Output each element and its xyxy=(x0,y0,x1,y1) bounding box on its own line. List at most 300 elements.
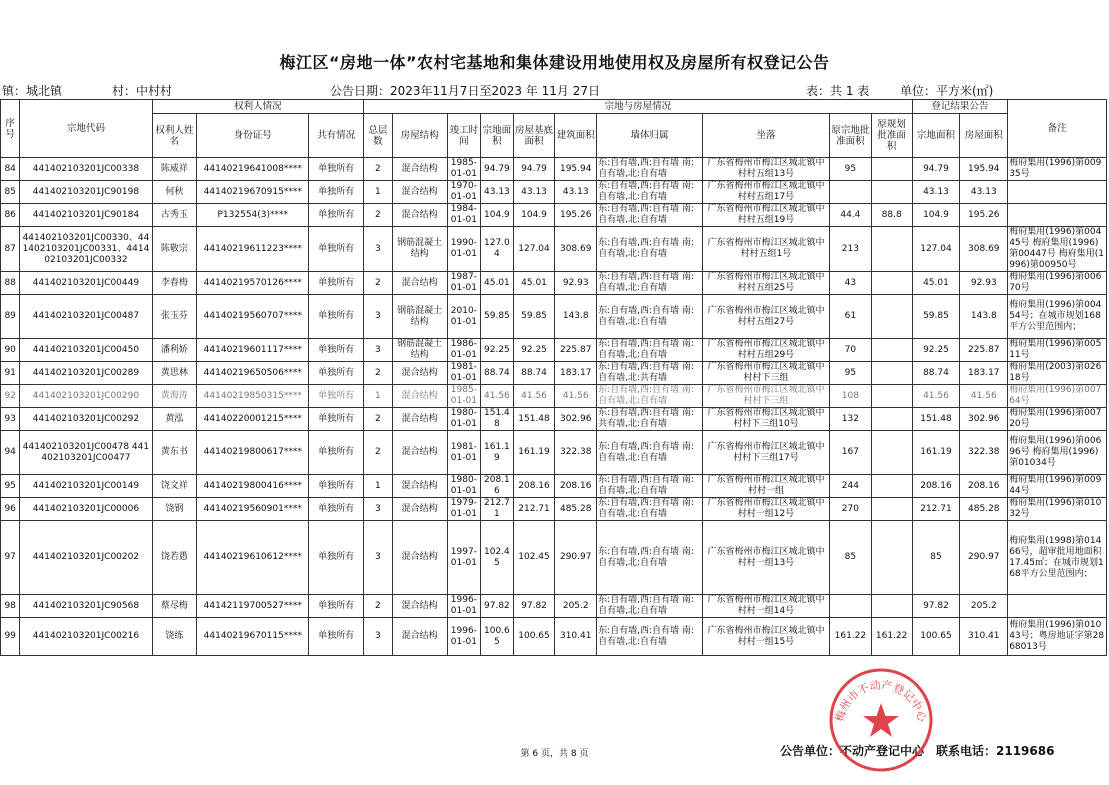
cell-seq: 91 xyxy=(1,362,20,385)
cell-location: 广东省梅州市梅江区城北镇中村村五组27号 xyxy=(702,295,829,339)
cell-share-type: 单独所有 xyxy=(309,158,364,181)
cell-floors: 2 xyxy=(364,362,392,385)
cell-location: 广东省梅州市梅江区城北镇中村村下三组17号 xyxy=(702,431,829,475)
cell-location: 广东省梅州市梅江区城北镇中村村五组19号 xyxy=(702,204,829,227)
cell-seq: 85 xyxy=(1,181,20,204)
cell-id-number: 44140219850315**** xyxy=(197,385,309,408)
cell-owner-name: 陈威祥 xyxy=(152,158,197,181)
cell-result-house-area: 143.8 xyxy=(960,295,1008,339)
cell-complete-date: 1970-01-01 xyxy=(447,181,481,204)
cell-seq: 95 xyxy=(1,475,20,498)
cell-result-house-area: 290.97 xyxy=(960,521,1008,595)
cell-location: 广东省梅州市梅江区城北镇中村村一组12号 xyxy=(702,498,829,521)
cell-share-type: 单独所有 xyxy=(309,339,364,362)
cell-result-land-area: 92.25 xyxy=(912,339,960,362)
cell-build-area: 322.38 xyxy=(555,431,597,475)
header-seq: 序号 xyxy=(1,100,20,158)
cell-result-house-area: 195.26 xyxy=(960,204,1008,227)
cell-remark: 梅府集用(1996)第00445号 梅府集用(1996)第00447号 梅府集用(1996)第00950号 xyxy=(1008,227,1107,272)
cell-floors: 3 xyxy=(364,618,392,656)
cell-wall-ownership: 东:自有墙,西:自有墙 南:自有墙,北:自有墙 xyxy=(597,618,703,656)
official-stamp xyxy=(826,665,936,775)
cell-orig-area: 95 xyxy=(830,362,872,385)
cell-seq: 97 xyxy=(1,521,20,595)
cell-complete-date: 2010-01-01 xyxy=(447,295,481,339)
svg-text:梅州市不动产登记中心: 梅州市不动产登记中心 xyxy=(833,678,929,724)
cell-code: 441402103201JC00450 xyxy=(20,339,152,362)
header-floors: 总层数 xyxy=(364,114,392,158)
cell-id-number: 44140219641008**** xyxy=(197,158,309,181)
table-row xyxy=(1,204,1107,227)
cell-owner-name: 饶钢 xyxy=(152,498,197,521)
table-row xyxy=(1,158,1107,181)
cell-seq: 84 xyxy=(1,158,20,181)
cell-share-type: 单独所有 xyxy=(309,618,364,656)
cell-plan-area xyxy=(871,521,912,595)
table-row xyxy=(1,408,1107,431)
cell-structure: 混合结构 xyxy=(392,272,447,295)
cell-code: 441402103201JC00487 xyxy=(20,295,152,339)
cell-result-house-area: 310.41 xyxy=(960,618,1008,656)
cell-id-number: 44140219670915**** xyxy=(197,181,309,204)
cell-plan-area xyxy=(871,339,912,362)
cell-wall-ownership: 东:自有墙,西:自有墙 南:自有墙,北:自有墙 xyxy=(597,204,703,227)
cell-share-type: 单独所有 xyxy=(309,475,364,498)
cell-wall-ownership: 东:自有墙,西:自有墙 南:自有墙,北:自有墙 xyxy=(597,498,703,521)
cell-structure: 混合结构 xyxy=(392,204,447,227)
cell-complete-date: 1996-01-01 xyxy=(447,618,481,656)
cell-id-number: 44140219650506**** xyxy=(197,362,309,385)
cell-base-area: 100.65 xyxy=(513,618,555,656)
cell-base-area: 92.25 xyxy=(513,339,555,362)
table-row xyxy=(1,295,1107,339)
header-plan-area: 原规划批准面积 xyxy=(871,114,912,158)
cell-land-area: 59.85 xyxy=(481,295,514,339)
table-row xyxy=(1,475,1107,498)
header-location: 坐落 xyxy=(702,114,829,158)
cell-build-area: 302.96 xyxy=(555,408,597,431)
cell-build-area: 143.8 xyxy=(555,295,597,339)
cell-base-area: 212.71 xyxy=(513,498,555,521)
cell-land-area: 102.45 xyxy=(481,521,514,595)
cell-structure: 钢筋混凝土结构 xyxy=(392,295,447,339)
issuing-unit: 公告单位：不动产登记中心 联系电话：2119686 xyxy=(780,744,1055,758)
cell-result-land-area: 127.04 xyxy=(912,227,960,272)
cell-complete-date: 1985-01-01 xyxy=(447,385,481,408)
cell-land-area: 41.56 xyxy=(481,385,514,408)
cell-id-number: 44140219560707**** xyxy=(197,295,309,339)
cell-land-area: 100.65 xyxy=(481,618,514,656)
cell-wall-ownership: 东:自有墙,西:自有墙 南:自有墙,北:自有墙 xyxy=(597,181,703,204)
cell-result-house-area: 225.87 xyxy=(960,339,1008,362)
cell-result-house-area: 41.56 xyxy=(960,385,1008,408)
cell-floors: 2 xyxy=(364,204,392,227)
cell-land-area: 127.04 xyxy=(481,227,514,272)
cell-result-land-area: 104.9 xyxy=(912,204,960,227)
cell-location: 广东省梅州市梅江区城北镇中村村五组1号 xyxy=(702,227,829,272)
cell-plan-area xyxy=(871,385,912,408)
cell-floors: 1 xyxy=(364,475,392,498)
header-share: 共有情况 xyxy=(309,114,364,158)
cell-land-area: 97.82 xyxy=(481,595,514,618)
cell-result-house-area: 43.13 xyxy=(960,181,1008,204)
table-row xyxy=(1,362,1107,385)
cell-share-type: 单独所有 xyxy=(309,521,364,595)
cell-structure: 混合结构 xyxy=(392,385,447,408)
cell-complete-date: 1981-01-01 xyxy=(447,362,481,385)
cell-structure: 混合结构 xyxy=(392,408,447,431)
cell-base-area: 151.48 xyxy=(513,408,555,431)
cell-base-area: 59.85 xyxy=(513,295,555,339)
cell-result-land-area: 88.74 xyxy=(912,362,960,385)
cell-code: 441402103201JC00290 xyxy=(20,385,152,408)
cell-complete-date: 1996-01-01 xyxy=(447,595,481,618)
cell-build-area: 485.28 xyxy=(555,498,597,521)
cell-structure: 钢筋混凝土结构 xyxy=(392,227,447,272)
table-row xyxy=(1,385,1107,408)
cell-remark: 梅府集用(1996)第00944号 xyxy=(1008,475,1107,498)
cell-result-land-area: 94.79 xyxy=(912,158,960,181)
cell-orig-area: 61 xyxy=(830,295,872,339)
cell-share-type: 单独所有 xyxy=(309,385,364,408)
cell-build-area: 308.69 xyxy=(555,227,597,272)
cell-plan-area xyxy=(871,595,912,618)
cell-seq: 88 xyxy=(1,272,20,295)
cell-complete-date: 1997-01-01 xyxy=(447,521,481,595)
cell-code: 441402103201JC00478 441402103201JC00477 xyxy=(20,431,152,475)
cell-owner-name: 黄思林 xyxy=(152,362,197,385)
cell-id-number: 44140220001215**** xyxy=(197,408,309,431)
cell-land-area: 151.48 xyxy=(481,408,514,431)
cell-id-number: 44142119700527**** xyxy=(197,595,309,618)
cell-code: 441402103201JC00006 xyxy=(20,498,152,521)
cell-remark: 梅府集用(1996)第01043号；粤房地证字第2868013号 xyxy=(1008,618,1107,656)
cell-complete-date: 1985-01-01 xyxy=(447,158,481,181)
cell-wall-ownership: 东:自有墙,西:自有墙 南:共有墙,北:自有墙 xyxy=(597,408,703,431)
header-owner-group: 权利人情况 xyxy=(152,100,364,114)
page-title: 梅江区“房地一体”农村宅基地和集体建设用地使用权及房屋所有权登记公告 xyxy=(279,53,830,72)
cell-land-area: 88.74 xyxy=(481,362,514,385)
cell-structure: 混合结构 xyxy=(392,595,447,618)
cell-owner-name: 黄东书 xyxy=(152,431,197,475)
cell-seq: 96 xyxy=(1,498,20,521)
cell-complete-date: 1987-01-01 xyxy=(447,272,481,295)
cell-plan-area xyxy=(871,431,912,475)
cell-id-number: 44140219611223**** xyxy=(197,227,309,272)
cell-remark: 梅府集用(2003)第02618号 xyxy=(1008,362,1107,385)
table-row xyxy=(1,595,1107,618)
cell-build-area: 183.17 xyxy=(555,362,597,385)
cell-complete-date: 1980-01-01 xyxy=(447,408,481,431)
cell-orig-area: 44.4 xyxy=(830,204,872,227)
cell-complete-date: 1981-01-01 xyxy=(447,431,481,475)
cell-structure: 混合结构 xyxy=(392,475,447,498)
cell-result-house-area: 195.94 xyxy=(960,158,1008,181)
cell-plan-area xyxy=(871,227,912,272)
cell-structure: 混合结构 xyxy=(392,431,447,475)
cell-build-area: 208.16 xyxy=(555,475,597,498)
header-complete: 竣工时间 xyxy=(447,114,481,158)
cell-owner-name: 古秀玉 xyxy=(152,204,197,227)
cell-location: 广东省梅州市梅江区城北镇中村村下三组10号 xyxy=(702,408,829,431)
cell-share-type: 单独所有 xyxy=(309,204,364,227)
cell-wall-ownership: 东:自有墙,西:自有墙 南:自有墙,北:自有墙 xyxy=(597,272,703,295)
table-count: 表：共 1 表 xyxy=(806,84,870,98)
cell-wall-ownership: 东:自有墙,西:自有墙 南:自有墙,北:自有墙 xyxy=(597,595,703,618)
cell-floors: 1 xyxy=(364,181,392,204)
cell-code: 441402103201JC00216 xyxy=(20,618,152,656)
cell-remark xyxy=(1008,204,1107,227)
cell-location: 广东省梅州市梅江区城北镇中村村一组 xyxy=(702,475,829,498)
cell-remark xyxy=(1008,595,1107,618)
cell-floors: 1 xyxy=(364,385,392,408)
cell-code: 441402103201JC00202 xyxy=(20,521,152,595)
cell-location: 广东省梅州市梅江区城北镇中村村五组25号 xyxy=(702,272,829,295)
cell-remark: 梅府集用(1996)第00696号 梅府集用(1996)第01034号 xyxy=(1008,431,1107,475)
cell-land-area: 161.19 xyxy=(481,431,514,475)
cell-floors: 3 xyxy=(364,295,392,339)
cell-owner-name: 李春梅 xyxy=(152,272,197,295)
cell-structure: 混合结构 xyxy=(392,158,447,181)
cell-structure: 混合结构 xyxy=(392,521,447,595)
cell-share-type: 单独所有 xyxy=(309,227,364,272)
header-id: 身份证号 xyxy=(197,114,309,158)
cell-wall-ownership: 东:自有墙,西:自有墙 南:自有墙,北:自有墙 xyxy=(597,475,703,498)
cell-orig-area: 244 xyxy=(830,475,872,498)
cell-location: 广东省梅州市梅江区城北镇中村村一组13号 xyxy=(702,521,829,595)
cell-result-house-area: 92.93 xyxy=(960,272,1008,295)
cell-base-area: 127.04 xyxy=(513,227,555,272)
header-build-area: 建筑面积 xyxy=(555,114,597,158)
cell-result-land-area: 212.71 xyxy=(912,498,960,521)
cell-result-land-area: 43.13 xyxy=(912,181,960,204)
cell-orig-area: 70 xyxy=(830,339,872,362)
cell-share-type: 单独所有 xyxy=(309,181,364,204)
cell-remark: 梅府集用(1996)第01032号 xyxy=(1008,498,1107,521)
header-remark: 备注 xyxy=(1008,100,1107,158)
cell-base-area: 94.79 xyxy=(513,158,555,181)
cell-floors: 2 xyxy=(364,431,392,475)
header-wall: 墙体归属 xyxy=(597,114,703,158)
cell-remark: 梅府集用(1996)第00454号；在城市规划168平方公里范围内； xyxy=(1008,295,1107,339)
cell-share-type: 单独所有 xyxy=(309,362,364,385)
cell-floors: 2 xyxy=(364,595,392,618)
cell-orig-area: 161.22 xyxy=(830,618,872,656)
cell-result-house-area: 322.38 xyxy=(960,431,1008,475)
cell-result-land-area: 45.01 xyxy=(912,272,960,295)
cell-id-number: 44140219570126**** xyxy=(197,272,309,295)
cell-owner-name: 黄海涛 xyxy=(152,385,197,408)
cell-location: 广东省梅州市梅江区城北镇中村村五组13号 xyxy=(702,158,829,181)
cell-build-area: 290.97 xyxy=(555,521,597,595)
cell-result-house-area: 208.16 xyxy=(960,475,1008,498)
cell-seq: 86 xyxy=(1,204,20,227)
cell-structure: 混合结构 xyxy=(392,618,447,656)
cell-base-area: 45.01 xyxy=(513,272,555,295)
table-row xyxy=(1,431,1107,475)
cell-share-type: 单独所有 xyxy=(309,595,364,618)
cell-share-type: 单独所有 xyxy=(309,498,364,521)
cell-base-area: 43.13 xyxy=(513,181,555,204)
cell-orig-area: 108 xyxy=(830,385,872,408)
cell-orig-area: 270 xyxy=(830,498,872,521)
cell-plan-area xyxy=(871,408,912,431)
cell-wall-ownership: 东:自有墙,西:自有墙 南:自有墙,北:自有墙 xyxy=(597,521,703,595)
cell-result-land-area: 97.82 xyxy=(912,595,960,618)
cell-plan-area xyxy=(871,158,912,181)
cell-base-area: 161.19 xyxy=(513,431,555,475)
cell-complete-date: 1984-01-01 xyxy=(447,204,481,227)
header-land-area: 宗地面积 xyxy=(481,114,514,158)
table-row xyxy=(1,272,1107,295)
cell-build-area: 205.2 xyxy=(555,595,597,618)
cell-floors: 2 xyxy=(364,408,392,431)
cell-complete-date: 1990-01-01 xyxy=(447,227,481,272)
table-row xyxy=(1,339,1107,362)
cell-id-number: 44140219610612**** xyxy=(197,521,309,595)
cell-orig-area xyxy=(830,181,872,204)
cell-orig-area: 213 xyxy=(830,227,872,272)
header-orig-area: 原宗地批准面积 xyxy=(830,114,872,158)
cell-land-area: 104.9 xyxy=(481,204,514,227)
cell-land-area: 43.13 xyxy=(481,181,514,204)
cell-structure: 混合结构 xyxy=(392,181,447,204)
cell-remark: 梅府集用(1996)第00764号 xyxy=(1008,385,1107,408)
cell-orig-area: 85 xyxy=(830,521,872,595)
cell-remark: 梅府集用(1996)第00720号 xyxy=(1008,408,1107,431)
cell-id-number: 44140219560901**** xyxy=(197,498,309,521)
meta-bar xyxy=(0,82,1109,98)
cell-code: 441402103201JC00289 xyxy=(20,362,152,385)
cell-floors: 3 xyxy=(364,498,392,521)
table-row xyxy=(1,498,1107,521)
header-code: 宗地代码 xyxy=(20,100,152,158)
cell-share-type: 单独所有 xyxy=(309,431,364,475)
cell-land-area: 45.01 xyxy=(481,272,514,295)
cell-result-land-area: 41.56 xyxy=(912,385,960,408)
cell-code: 441402103201JC90568 xyxy=(20,595,152,618)
cell-floors: 3 xyxy=(364,521,392,595)
header-result-group: 登记结果公告 xyxy=(912,100,1008,114)
cell-orig-area: 167 xyxy=(830,431,872,475)
header-base-area: 房屋基底面积 xyxy=(513,114,555,158)
cell-build-area: 310.41 xyxy=(555,618,597,656)
cell-floors: 3 xyxy=(364,227,392,272)
cell-wall-ownership: 东:自有墙,西:自有墙 南:自有墙,北:自有墙 xyxy=(597,385,703,408)
cell-code: 441402103201JC00149 xyxy=(20,475,152,498)
table-row xyxy=(1,521,1107,595)
cell-remark: 梅府集用(1996)第00511号 xyxy=(1008,339,1107,362)
cell-id-number: 44140219800617**** xyxy=(197,431,309,475)
cell-seq: 89 xyxy=(1,295,20,339)
cell-owner-name: 黄泓 xyxy=(152,408,197,431)
cell-seq: 98 xyxy=(1,595,20,618)
cell-wall-ownership: 东:自有墙,西:自有墙 南:自有墙,北:自有墙 xyxy=(597,227,703,272)
cell-result-land-area: 161.19 xyxy=(912,431,960,475)
cell-orig-area: 132 xyxy=(830,408,872,431)
cell-code: 441402103201JC00292 xyxy=(20,408,152,431)
cell-base-area: 41.56 xyxy=(513,385,555,408)
cell-floors: 3 xyxy=(364,339,392,362)
table-row xyxy=(1,181,1107,204)
cell-plan-area xyxy=(871,362,912,385)
header-name: 权利人姓名 xyxy=(152,114,197,158)
table-row xyxy=(1,618,1107,656)
cell-remark: 梅府集用(1998)第01466号，超审批用地面积17.45㎡；在城市规划168平方公里范围内； xyxy=(1008,521,1107,595)
cell-share-type: 单独所有 xyxy=(309,408,364,431)
cell-location: 广东省梅州市梅江区城北镇中村村下三组 xyxy=(702,385,829,408)
cell-seq: 90 xyxy=(1,339,20,362)
registration-table xyxy=(0,99,1107,656)
cell-share-type: 单独所有 xyxy=(309,295,364,339)
cell-wall-ownership: 东:自有墙,西:自有墙 南:自有墙,北:自有墙 xyxy=(597,339,703,362)
cell-id-number: 44140219601117**** xyxy=(197,339,309,362)
cell-complete-date: 1980-01-01 xyxy=(447,475,481,498)
cell-build-area: 92.93 xyxy=(555,272,597,295)
cell-land-area: 94.79 xyxy=(481,158,514,181)
cell-code: 441402103201JC90198 xyxy=(20,181,152,204)
cell-result-house-area: 308.69 xyxy=(960,227,1008,272)
cell-result-land-area: 208.16 xyxy=(912,475,960,498)
cell-build-area: 43.13 xyxy=(555,181,597,204)
cell-location: 广东省梅州市梅江区城北镇中村村五组29号 xyxy=(702,339,829,362)
cell-result-land-area: 151.48 xyxy=(912,408,960,431)
cell-seq: 93 xyxy=(1,408,20,431)
cell-plan-area xyxy=(871,295,912,339)
cell-id-number: P132554(3)**** xyxy=(197,204,309,227)
village-label: 村：中村村 xyxy=(112,84,173,98)
cell-result-house-area: 205.2 xyxy=(960,595,1008,618)
cell-code: 441402103201JC90184 xyxy=(20,204,152,227)
cell-plan-area xyxy=(871,498,912,521)
cell-plan-area: 161.22 xyxy=(871,618,912,656)
cell-base-area: 208.16 xyxy=(513,475,555,498)
cell-result-land-area: 85 xyxy=(912,521,960,595)
cell-land-area: 212.71 xyxy=(481,498,514,521)
cell-orig-area: 95 xyxy=(830,158,872,181)
cell-base-area: 88.74 xyxy=(513,362,555,385)
cell-result-house-area: 302.96 xyxy=(960,408,1008,431)
cell-result-land-area: 59.85 xyxy=(912,295,960,339)
cell-seq: 94 xyxy=(1,431,20,475)
cell-share-type: 单独所有 xyxy=(309,272,364,295)
cell-build-area: 195.94 xyxy=(555,158,597,181)
unit-label: 单位：平方米(㎡) xyxy=(900,84,994,98)
header-res-land: 宗地面积 xyxy=(912,114,960,158)
cell-code: 441402103201JC00338 xyxy=(20,158,152,181)
cell-owner-name: 何秋 xyxy=(152,181,197,204)
cell-orig-area xyxy=(830,595,872,618)
header-res-house: 房屋面积 xyxy=(960,114,1008,158)
cell-location: 广东省梅州市梅江区城北镇中村村五组17号 xyxy=(702,181,829,204)
cell-build-area: 41.56 xyxy=(555,385,597,408)
cell-id-number: 44140219670115**** xyxy=(197,618,309,656)
cell-floors: 2 xyxy=(364,158,392,181)
cell-build-area: 225.87 xyxy=(555,339,597,362)
cell-structure: 钢筋混凝土结构 xyxy=(392,339,447,362)
cell-result-house-area: 183.17 xyxy=(960,362,1008,385)
cell-code: 441402103201JC00330、441402103201JC00331、441402103201JC00332 xyxy=(20,227,152,272)
cell-seq: 99 xyxy=(1,618,20,656)
cell-build-area: 195.26 xyxy=(555,204,597,227)
announce-date: 公告日期：2023年11月7日至2023 年 11月 27日 xyxy=(330,84,600,98)
cell-remark: 梅府集用(1996)第00935号 xyxy=(1008,158,1107,181)
cell-wall-ownership: 东:自有墙,西:自有墙 南:自有墙,北:自有墙 xyxy=(597,295,703,339)
cell-base-area: 104.9 xyxy=(513,204,555,227)
cell-code: 441402103201JC00449 xyxy=(20,272,152,295)
cell-result-land-area: 100.65 xyxy=(912,618,960,656)
cell-complete-date: 1979-01-01 xyxy=(447,498,481,521)
